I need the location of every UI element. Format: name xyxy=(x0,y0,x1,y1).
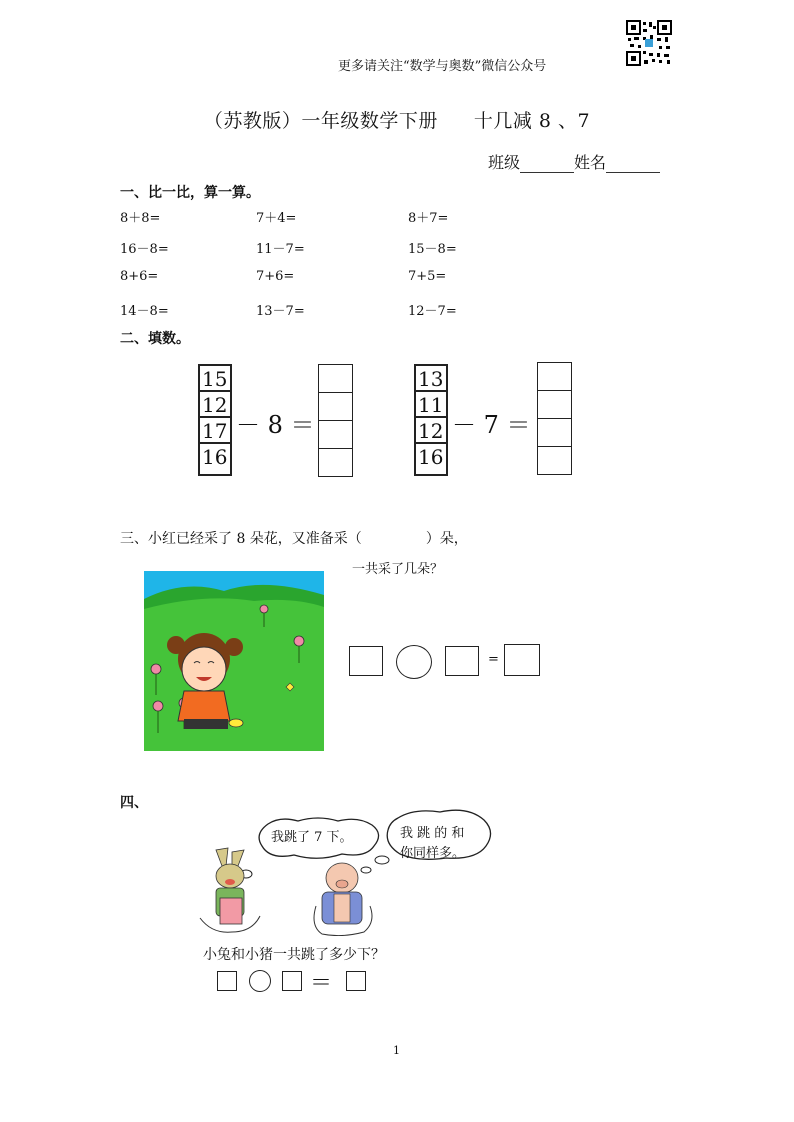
right-answer-column xyxy=(537,362,572,475)
section4-question: 小兔和小猪一共跳了多少下？ xyxy=(203,947,385,963)
title-topic: 十几减 8 、7 xyxy=(473,110,591,132)
pig-speech-line-1: 我 跳 的 和 xyxy=(400,826,465,841)
right-number: 16 xyxy=(418,445,444,469)
eq-result-box[interactable] xyxy=(504,644,540,676)
student-info xyxy=(488,150,660,173)
problem-r3c1: 8+6= xyxy=(120,269,159,284)
section1-heading: 一、比一比，算一算。 xyxy=(120,185,260,201)
right-number-stack xyxy=(414,364,448,476)
eq4-result-box[interactable] xyxy=(346,971,366,991)
right-number: 13 xyxy=(416,366,446,392)
right-number: 12 xyxy=(416,418,446,444)
problem-r3c3: 7+5= xyxy=(408,269,447,284)
left-number: 16 xyxy=(202,445,228,469)
problem-r4c1: 14－8= xyxy=(120,304,169,319)
section3-question xyxy=(120,528,468,548)
eq4-box-2[interactable] xyxy=(282,971,302,991)
answer-box[interactable] xyxy=(538,391,571,419)
eq-operator-circle[interactable] xyxy=(396,645,432,679)
name-blank[interactable] xyxy=(606,156,660,173)
answer-box[interactable] xyxy=(538,419,571,447)
section3-question-c: 一共采了几朵？ xyxy=(352,562,444,577)
answer-box[interactable] xyxy=(538,447,571,475)
left-number: 15 xyxy=(200,366,230,392)
eq4-operator-circle[interactable] xyxy=(249,970,271,992)
header-note: 更多请关注“数学与奥数”微信公众号 xyxy=(338,59,547,74)
problem-r1c3: 8＋7= xyxy=(408,211,449,226)
problem-r3c2: 7+6= xyxy=(256,269,295,284)
eq4-equals: ＝ xyxy=(310,971,333,996)
section2-heading: 二、填数。 xyxy=(120,331,190,347)
pig-speech-line-2: 你同样多。 xyxy=(400,846,466,861)
page-title xyxy=(0,106,794,133)
answer-box[interactable] xyxy=(319,393,352,421)
rabbit-speech-text: 我跳了 7 下。 xyxy=(271,830,353,845)
class-label: 班级 xyxy=(488,153,521,172)
girl-picking-flowers-illustration xyxy=(144,571,324,751)
answer-box[interactable] xyxy=(538,363,571,391)
left-number: 17 xyxy=(200,418,230,444)
problem-r2c2: 11－7= xyxy=(256,242,305,257)
eq-box-2[interactable] xyxy=(445,646,479,676)
eq-box-1[interactable] xyxy=(349,646,383,676)
class-blank[interactable] xyxy=(520,156,574,173)
qr-code-icon xyxy=(626,20,672,66)
eq4-box-1[interactable] xyxy=(217,971,237,991)
section3-question-b: ）朵， xyxy=(425,531,468,547)
right-number: 11 xyxy=(416,392,446,418)
left-number: 12 xyxy=(200,392,230,418)
left-answer-column xyxy=(318,364,353,477)
problem-r1c2: 7＋4= xyxy=(256,211,297,226)
problem-r2c1: 16－8= xyxy=(120,242,169,257)
page-number: 1 xyxy=(393,1044,400,1057)
section3-question-a: 三、小红已经采了 8 朵花，又准备采（ xyxy=(120,531,362,547)
answer-box[interactable] xyxy=(319,449,352,477)
rabbit-and-pig-jumping-rope-illustration xyxy=(192,846,388,936)
left-operator: － 8 ＝ xyxy=(236,411,315,439)
left-number-stack xyxy=(198,364,232,476)
answer-box[interactable] xyxy=(319,365,352,393)
answer-box[interactable] xyxy=(319,421,352,449)
section4-heading: 四、 xyxy=(120,795,148,811)
name-label: 姓名 xyxy=(574,153,607,172)
problem-r4c3: 12－7= xyxy=(408,304,457,319)
right-operator: － 7 ＝ xyxy=(452,411,531,439)
problem-r4c2: 13－7= xyxy=(256,304,305,319)
eq-equals: = xyxy=(488,652,499,667)
problem-r1c1: 8＋8= xyxy=(120,211,161,226)
problem-r2c3: 15－8= xyxy=(408,242,457,257)
title-main: （苏教版）一年级数学下册 xyxy=(203,110,438,132)
